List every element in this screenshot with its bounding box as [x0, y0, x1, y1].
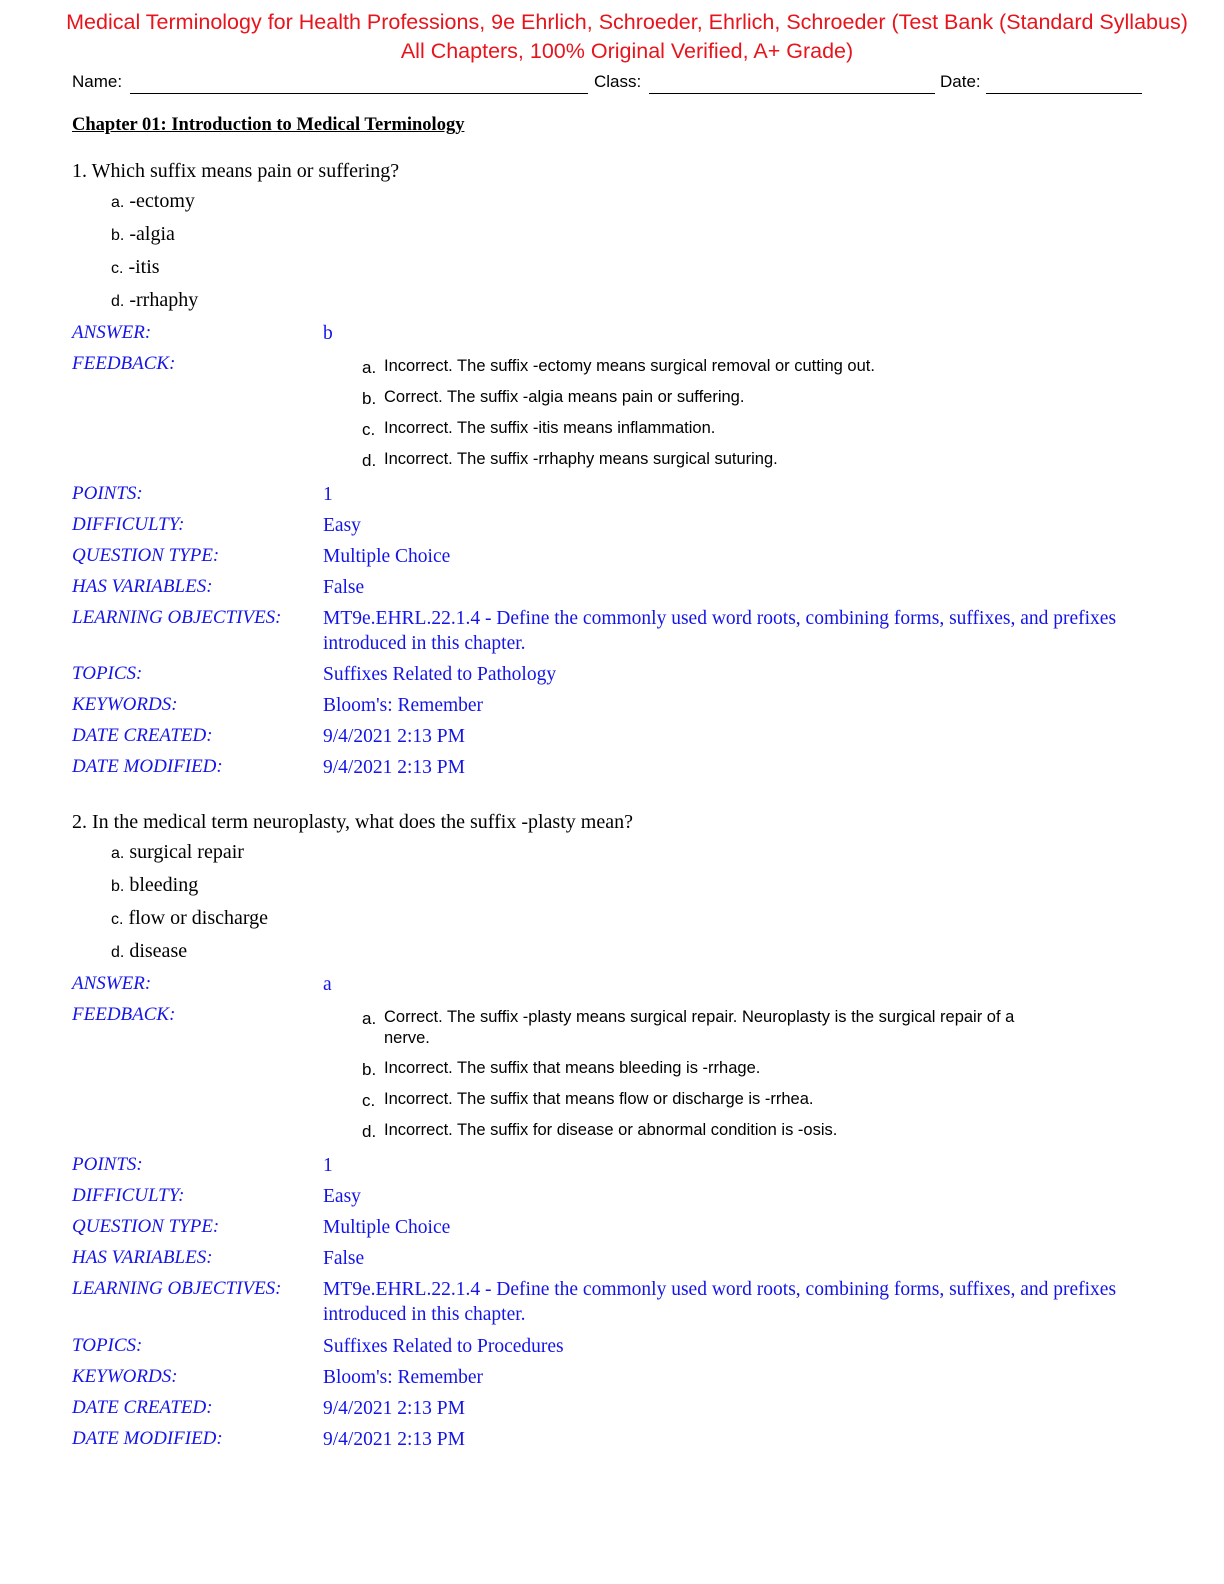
feedback-letter: a.: [362, 1009, 377, 1028]
question-type-label: QUESTION TYPE:: [72, 1216, 220, 1237]
feedback-item: [362, 1007, 1062, 1049]
option-text: -ectomy: [129, 190, 195, 212]
feedback-letter: b.: [362, 1060, 377, 1079]
option-text: surgical repair: [129, 841, 244, 863]
date-modified-value: 9/4/2021 2:13 PM: [323, 757, 465, 778]
option-letter: b.: [111, 878, 125, 895]
topics-value: Suffixes Related to Procedures: [323, 1336, 564, 1357]
name-field-line: [130, 93, 588, 94]
option-text: -itis: [128, 256, 160, 278]
date-field-line: [986, 93, 1142, 94]
has-variables-label: HAS VARIABLES:: [72, 1247, 213, 1268]
feedback-letter: d.: [362, 1122, 377, 1141]
feedback-item: [362, 387, 1062, 409]
date-label: Date:: [940, 72, 981, 91]
feedback-item: [362, 1120, 1062, 1142]
document-title: Medical Terminology for Health Professions, 9e Ehrlich, Schroeder, Ehrlich, Schroeder (Test Bank (Standard Syllabus) All Chapters, 100% Original Verified, A+ Grade): [66, 10, 1188, 63]
feedback-text: Correct. The suffix -plasty means surgical repair. Neuroplasty is the surgical repair of a nerve.: [384, 1008, 1015, 1047]
answer-option: [111, 874, 198, 897]
feedback-letter: c.: [362, 1091, 376, 1110]
date-modified-label: DATE MODIFIED:: [72, 1428, 223, 1449]
feedback-letter: d.: [362, 451, 377, 470]
feedback-label: FEEDBACK:: [72, 1004, 176, 1025]
option-letter: a.: [111, 194, 125, 211]
answer-value: a: [323, 974, 332, 995]
date-created-value: 9/4/2021 2:13 PM: [323, 1398, 465, 1419]
feedback-item: [362, 356, 1062, 378]
points-label: POINTS:: [72, 1154, 143, 1175]
date-created-label: DATE CREATED:: [72, 1397, 213, 1418]
has-variables-value: False: [323, 1248, 365, 1269]
option-letter: d.: [111, 944, 125, 961]
option-letter: c.: [111, 260, 124, 277]
date-modified-value: 9/4/2021 2:13 PM: [323, 1429, 465, 1450]
answer-option: [111, 256, 160, 279]
class-field-line: [649, 93, 935, 94]
keywords-value: Bloom's: Remember: [323, 695, 484, 716]
feedback-item: [362, 449, 1062, 471]
feedback-text: Correct. The suffix -algia means pain or suffering.: [384, 388, 745, 406]
option-text: disease: [129, 940, 188, 962]
question-type-value: Multiple Choice: [323, 1217, 451, 1238]
feedback-text: Incorrect. The suffix that means flow or discharge is -rrhea.: [384, 1090, 814, 1108]
name-class-date-row: [72, 72, 1142, 96]
option-letter: a.: [111, 845, 125, 862]
topics-value: Suffixes Related to Pathology: [323, 664, 557, 685]
answer-option: [111, 190, 195, 213]
name-label: Name:: [72, 72, 123, 91]
answer-option: [111, 223, 175, 246]
feedback-text: Incorrect. The suffix that means bleeding is -rrhage.: [384, 1059, 761, 1077]
option-text: flow or discharge: [128, 907, 269, 929]
difficulty-label: DIFFICULTY:: [72, 514, 185, 535]
topics-label: TOPICS:: [72, 663, 143, 684]
option-letter: b.: [111, 227, 125, 244]
class-label: Class:: [594, 72, 642, 91]
feedback-item: [362, 418, 1062, 440]
answer-label: ANSWER:: [72, 973, 152, 994]
answer-option: [111, 907, 268, 930]
keywords-label: KEYWORDS:: [72, 694, 178, 715]
date-created-label: DATE CREATED:: [72, 725, 213, 746]
answer-label: ANSWER:: [72, 322, 152, 343]
option-letter: c.: [111, 911, 124, 928]
date-created-value: 9/4/2021 2:13 PM: [323, 726, 465, 747]
feedback-label: FEEDBACK:: [72, 353, 176, 374]
difficulty-value: Easy: [323, 1186, 361, 1207]
learning-objectives-value: MT9e.EHRL.22.1.4 - Define the commonly used word roots, combining forms, suffixes, and prefixes introduced in this chapter.: [323, 608, 1117, 654]
feedback-text: Incorrect. The suffix -ectomy means surgical removal or cutting out.: [384, 357, 875, 375]
answer-value: b: [323, 323, 333, 344]
answer-option: [111, 841, 244, 864]
date-modified-label: DATE MODIFIED:: [72, 756, 223, 777]
difficulty-value: Easy: [323, 515, 361, 536]
keywords-label: KEYWORDS:: [72, 1366, 178, 1387]
points-value: 1: [323, 484, 333, 505]
learning-objectives-label: LEARNING OBJECTIVES:: [72, 607, 282, 628]
answer-option: [111, 940, 187, 963]
option-letter: d.: [111, 293, 125, 310]
learning-objectives-value: MT9e.EHRL.22.1.4 - Define the commonly used word roots, combining forms, suffixes, and prefixes introduced in this chapter.: [323, 1279, 1117, 1325]
question-type-label: QUESTION TYPE:: [72, 545, 220, 566]
feedback-text: Incorrect. The suffix for disease or abnormal condition is -osis.: [384, 1121, 838, 1139]
has-variables-value: False: [323, 577, 365, 598]
feedback-letter: a.: [362, 358, 377, 377]
feedback-text: Incorrect. The suffix -rrhaphy means surgical suturing.: [384, 450, 778, 468]
chapter-heading: Chapter 01: Introduction to Medical Terminology: [72, 115, 465, 135]
points-label: POINTS:: [72, 483, 143, 504]
answer-option: [111, 289, 198, 312]
topics-label: TOPICS:: [72, 1335, 143, 1356]
question-text: 2. In the medical term neuroplasty, what does the suffix -plasty mean?: [72, 811, 633, 833]
keywords-value: Bloom's: Remember: [323, 1367, 484, 1388]
option-text: -algia: [129, 223, 175, 245]
feedback-text: Incorrect. The suffix -itis means inflammation.: [384, 419, 716, 437]
learning-objectives-label: LEARNING OBJECTIVES:: [72, 1278, 282, 1299]
question-type-value: Multiple Choice: [323, 546, 451, 567]
feedback-item: [362, 1058, 1062, 1080]
feedback-letter: c.: [362, 420, 376, 439]
points-value: 1: [323, 1155, 333, 1176]
feedback-item: [362, 1089, 1062, 1111]
feedback-letter: b.: [362, 389, 377, 408]
option-text: -rrhaphy: [129, 289, 199, 311]
has-variables-label: HAS VARIABLES:: [72, 576, 213, 597]
question-text: 1. Which suffix means pain or suffering?: [72, 160, 400, 182]
option-text: bleeding: [129, 874, 199, 896]
difficulty-label: DIFFICULTY:: [72, 1185, 185, 1206]
